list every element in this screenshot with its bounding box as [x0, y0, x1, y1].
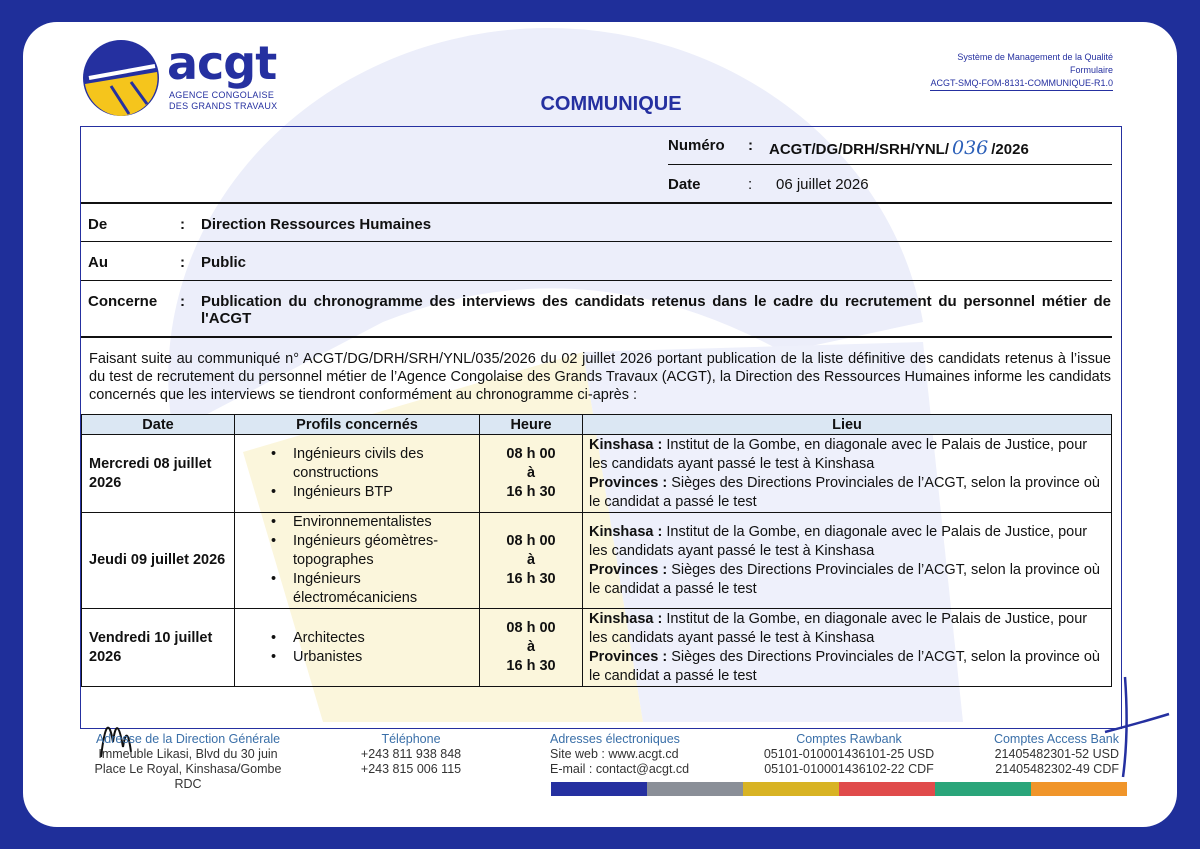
- row-location: [583, 513, 1112, 609]
- profile-item: • Architectes: [271, 629, 461, 648]
- table-row: [82, 435, 1112, 513]
- divider: [668, 164, 1112, 165]
- profile-item: • Ingénieurs civils des constructions: [271, 445, 461, 483]
- divider: [81, 280, 1112, 281]
- location-kinshasa: [589, 436, 1107, 474]
- date-value: 06 juillet 2026: [776, 176, 869, 193]
- numero-colon: :: [748, 137, 753, 154]
- row-profiles: [235, 435, 480, 513]
- row-date: Jeudi 09 juillet 2026: [82, 513, 235, 609]
- row-time: [480, 513, 583, 609]
- qms-line: Système de Management de la Qualité: [957, 52, 1113, 62]
- brand-subtitle-line: DES GRANDS TRAVAUX: [169, 101, 278, 111]
- time-to: 16 h 30: [506, 658, 556, 674]
- time-to: 16 h 30: [506, 571, 556, 587]
- stripe: [935, 782, 1031, 796]
- divider: [81, 241, 1112, 242]
- document-sheet: [23, 22, 1177, 827]
- concerne-value: Publication du chronogramme des interviews des candidats retenus dans le cadre du recrutement du personnel métier de l'ACGT: [201, 293, 1111, 327]
- document-title: COMMUNIQUE: [540, 93, 682, 115]
- time-from: 08 h 00: [506, 446, 556, 462]
- brand-name: acgt: [167, 36, 277, 90]
- footer-color-stripes: [551, 782, 1127, 796]
- column-header: Profils concernés: [235, 415, 480, 435]
- schedule-table: [81, 414, 1112, 687]
- column-header: Lieu: [583, 415, 1112, 435]
- footer-text: 21405482301-52 USD: [994, 747, 1119, 761]
- footer-text: E-mail : contact@acgt.cd: [550, 762, 690, 776]
- location-provinces-label: Provinces :: [589, 474, 668, 491]
- numero-label: Numéro: [668, 137, 725, 154]
- time-from: 08 h 00: [506, 533, 556, 549]
- de-value: Direction Ressources Humaines: [201, 216, 432, 233]
- divider: [81, 336, 1112, 338]
- location-kinshasa-label: Kinshasa :: [589, 523, 663, 540]
- location-kinshasa-text: Institut de la Gombe, en diagonale avec le Palais de Justice, pour les candidats ayant passé le test à Kinshasa: [589, 610, 1088, 646]
- date-colon: :: [748, 176, 753, 193]
- footer-email: [550, 732, 690, 777]
- footer-heading: Comptes Rawbank: [796, 732, 902, 746]
- qms-reference: [930, 51, 1113, 91]
- footer-phone: [351, 732, 471, 777]
- stripe: [647, 782, 743, 796]
- stripe: [1031, 782, 1127, 796]
- stripe: [743, 782, 839, 796]
- qms-line: ACGT-SMQ-FOM-8131-COMMUNIQUE-R1.0: [930, 77, 1113, 91]
- footer-text: 05101-010001436102-22 CDF: [764, 762, 934, 776]
- de-colon: :: [180, 216, 185, 233]
- profile-item: • Ingénieurs électromécaniciens: [271, 570, 461, 608]
- row-time: [480, 609, 583, 687]
- location-kinshasa-label: Kinshasa :: [589, 436, 663, 453]
- row-location: [583, 435, 1112, 513]
- intro-paragraph: Faisant suite au communiqué n° ACGT/DG/DRH/SRH/YNL/035/2026 du 02 juillet 2026 portant publication de la liste définitive des candidats retenus à l’issue du test de recrutement du personnel métier de l’Agence Congolaise des Grands Travaux (ACGT), la Direction des Ressources Humaines informe les candidats concernés que les interviews se tiendront conformément au chronogramme ci-après :: [89, 351, 1111, 403]
- location-provinces-text: Sièges des Directions Provinciales de l’ACGT, selon la province où le candidat a passé le test: [589, 561, 1100, 597]
- divider: [81, 202, 1112, 204]
- location-provinces-text: Sièges des Directions Provinciales de l’ACGT, selon la province où le candidat a passé le test: [589, 474, 1100, 510]
- row-date: Vendredi 10 juillet 2026: [82, 609, 235, 687]
- location-kinshasa: [589, 523, 1107, 561]
- time-to: 16 h 30: [506, 484, 556, 500]
- column-header: Date: [82, 415, 235, 435]
- au-colon: :: [180, 254, 185, 271]
- time-from: 08 h 00: [506, 620, 556, 636]
- footer-address: [93, 732, 283, 792]
- footer-text: +243 815 006 115: [360, 762, 462, 776]
- footer-rawbank: [759, 732, 939, 777]
- time-sep: à: [526, 552, 536, 568]
- time-sep: à: [526, 465, 536, 481]
- row-date: Mercredi 08 juillet 2026: [82, 435, 235, 513]
- profile-item: • Ingénieurs géomètres-topographes: [271, 532, 461, 570]
- numero-suffix: /2026: [991, 141, 1029, 158]
- au-label: Au: [88, 254, 108, 271]
- table-header-row: [82, 415, 1112, 435]
- location-provinces: [589, 474, 1107, 512]
- location-provinces-label: Provinces :: [589, 648, 668, 665]
- date-label: Date: [668, 176, 701, 193]
- footer: [83, 732, 1121, 791]
- footer-text: +243 811 938 848: [360, 747, 462, 761]
- au-value: Public: [201, 254, 247, 271]
- concerne-label: Concerne: [88, 293, 158, 310]
- footer-text: 05101-010001436101-25 USD: [763, 747, 935, 761]
- footer-text: 21405482302-49 CDF: [995, 762, 1119, 776]
- profile-item: • Environnementalistes: [271, 513, 461, 532]
- row-time: [480, 435, 583, 513]
- footer-text: Immeuble Likasi, Blvd du 30 juin: [98, 747, 278, 761]
- footer-text: Site web : www.acgt.cd: [550, 747, 679, 761]
- numero-value: [769, 137, 1029, 159]
- stripe: [551, 782, 647, 796]
- footer-text: Place Le Royal, Kinshasa/Gombe RDC: [94, 762, 282, 791]
- row-profiles: [235, 513, 480, 609]
- location-provinces-label: Provinces :: [589, 561, 668, 578]
- location-kinshasa-text: Institut de la Gombe, en diagonale avec le Palais de Justice, pour les candidats ayant passé le test à Kinshasa: [589, 436, 1088, 472]
- de-label: De: [88, 216, 108, 233]
- profile-item: • Urbanistes: [271, 648, 461, 667]
- location-provinces: [589, 561, 1107, 599]
- footer-heading: Comptes Access Bank: [993, 732, 1119, 746]
- table-row: [82, 609, 1112, 687]
- footer-heading: Adresses électroniques: [550, 732, 680, 746]
- footer-heading: Adresse de la Direction Générale: [95, 732, 281, 746]
- qms-line: Formulaire: [1069, 65, 1113, 75]
- column-header: Heure: [480, 415, 583, 435]
- time-sep: à: [526, 639, 536, 655]
- concerne-colon: :: [180, 293, 185, 310]
- profile-item: • Ingénieurs BTP: [271, 483, 461, 502]
- row-profiles: [235, 609, 480, 687]
- table-row: [82, 513, 1112, 609]
- row-location: [583, 609, 1112, 687]
- location-kinshasa-text: Institut de la Gombe, en diagonale avec le Palais de Justice, pour les candidats ayant passé le test à Kinshasa: [589, 523, 1088, 559]
- numero-prefix: ACGT/DG/DRH/SRH/YNL/: [769, 141, 949, 158]
- location-provinces-text: Sièges des Directions Provinciales de l’ACGT, selon la province où le candidat a passé le test: [589, 648, 1100, 684]
- location-provinces: [589, 648, 1107, 686]
- brand-subtitle-line: AGENCE CONGOLAISE: [169, 90, 275, 100]
- numero-handwritten: 036: [952, 137, 989, 159]
- stripe: [839, 782, 935, 796]
- location-kinshasa-label: Kinshasa :: [589, 610, 663, 627]
- footer-accessbank: [991, 732, 1119, 777]
- footer-heading: Téléphone: [381, 732, 441, 746]
- location-kinshasa: [589, 610, 1107, 648]
